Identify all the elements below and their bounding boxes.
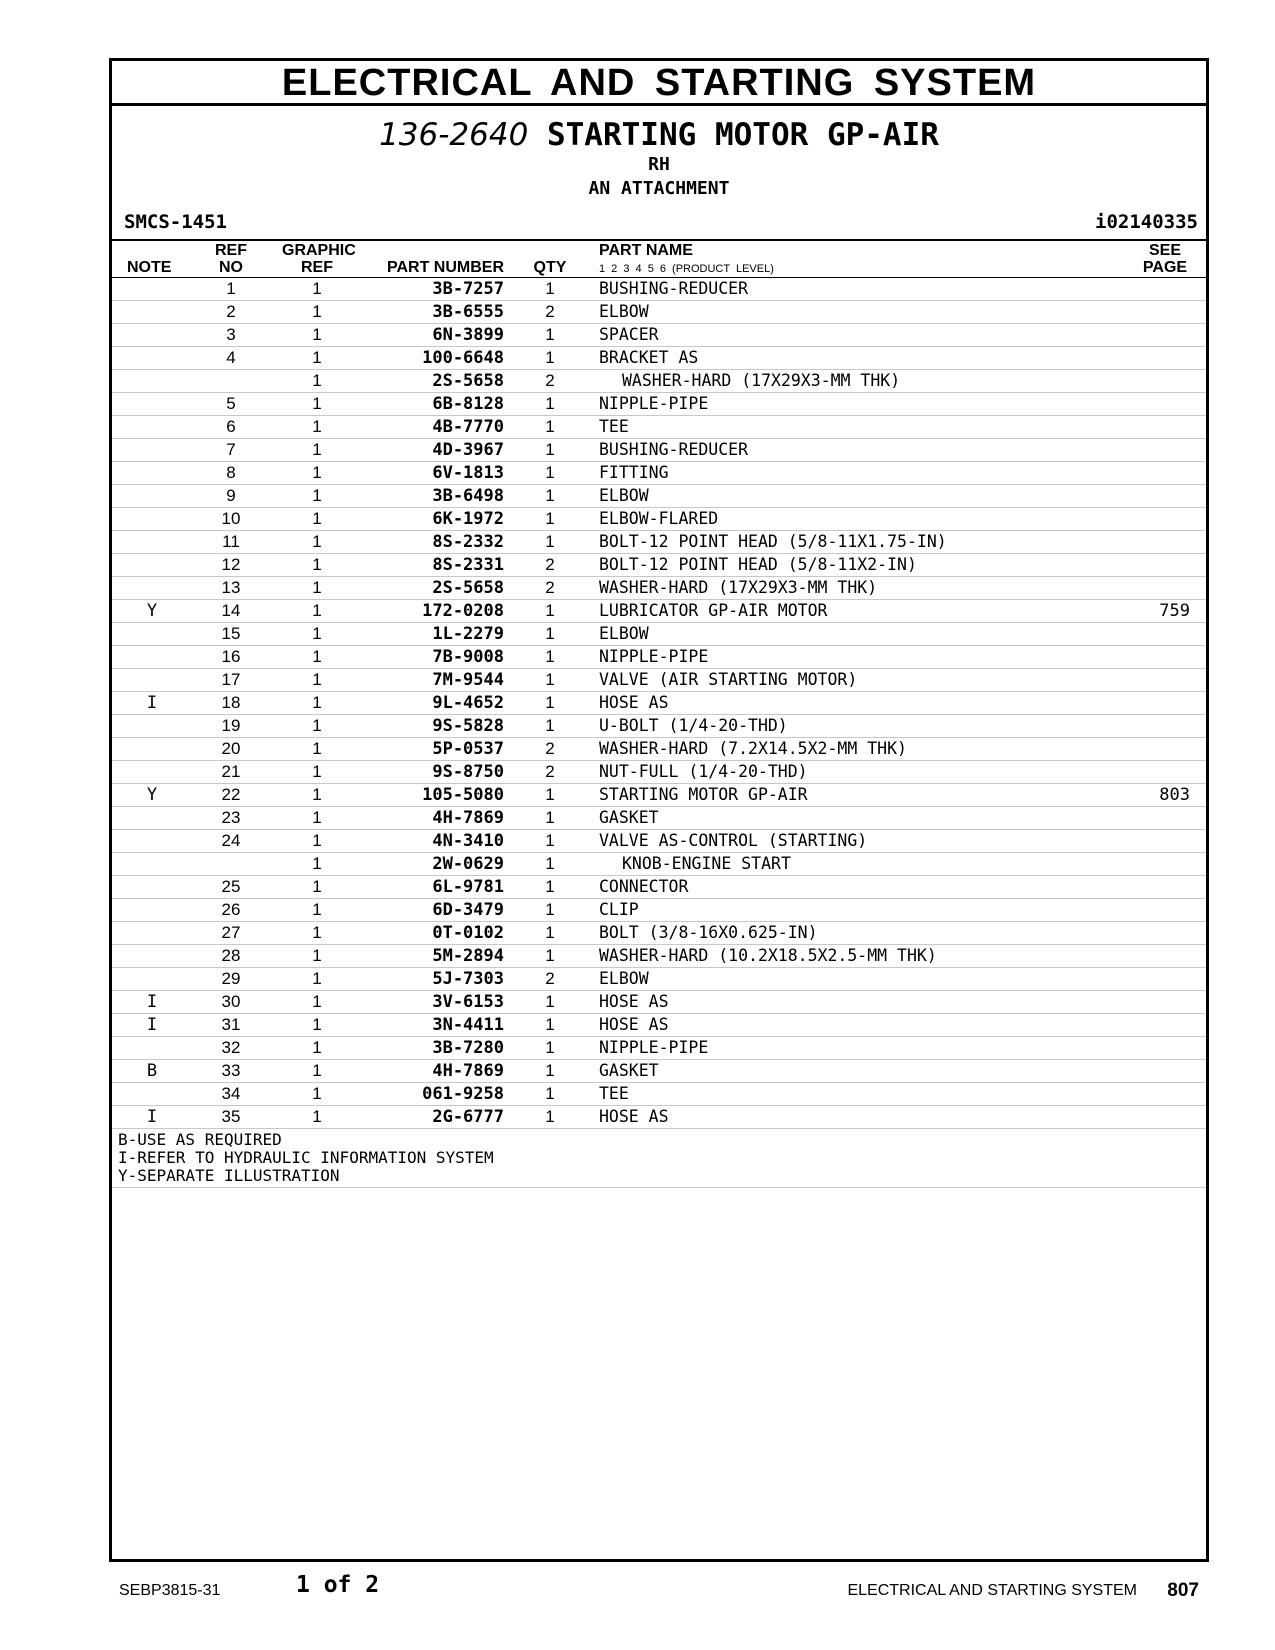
part-number-cell: 6L-9781 bbox=[432, 877, 504, 897]
table-row bbox=[112, 531, 1206, 554]
notes-block bbox=[112, 1129, 1206, 1188]
header-qty: QTY bbox=[533, 259, 567, 276]
page-footer bbox=[109, 1562, 1209, 1612]
part-number-cell: 5M-2894 bbox=[432, 946, 504, 966]
graphic-ref-cell: 1 bbox=[312, 394, 322, 413]
table-row bbox=[112, 922, 1206, 945]
ref-no-cell: 15 bbox=[221, 624, 241, 643]
qty-cell: 1 bbox=[545, 1084, 555, 1103]
qty-cell: 1 bbox=[545, 946, 555, 965]
graphic-ref-cell: 1 bbox=[312, 555, 322, 574]
part-number-cell: 6V-1813 bbox=[432, 463, 504, 483]
group-name: STARTING MOTOR GP-AIR bbox=[546, 117, 939, 153]
part-number-cell: 6N-3899 bbox=[432, 325, 504, 345]
graphic-ref-cell: 1 bbox=[312, 440, 322, 459]
table-row bbox=[112, 439, 1206, 462]
part-name-cell: BOLT-12 POINT HEAD (5/8-11X1.75-IN) bbox=[599, 532, 947, 551]
part-number-cell: 6K-1972 bbox=[432, 509, 504, 529]
qty-cell: 2 bbox=[545, 371, 555, 390]
qty-cell: 1 bbox=[545, 992, 555, 1011]
ref-no-cell: 30 bbox=[221, 992, 241, 1011]
part-name-cell: ELBOW bbox=[599, 624, 649, 643]
graphic-ref-cell: 1 bbox=[312, 946, 322, 965]
ref-no-cell: 14 bbox=[221, 601, 241, 620]
graphic-ref-cell: 1 bbox=[312, 762, 322, 781]
table-row bbox=[112, 370, 1206, 393]
table-row bbox=[112, 393, 1206, 416]
part-number-cell: 4H-7869 bbox=[432, 808, 504, 828]
part-name-cell: ELBOW-FLARED bbox=[599, 509, 719, 528]
footer-page-of: 1 of 2 bbox=[296, 1572, 380, 1598]
note-line: Y-SEPARATE ILLUSTRATION bbox=[118, 1166, 340, 1185]
qty-cell: 1 bbox=[545, 440, 555, 459]
graphic-ref-cell: 1 bbox=[312, 785, 322, 804]
table-row bbox=[112, 347, 1206, 370]
part-name-cell: TEE bbox=[599, 417, 629, 436]
note-cell: I bbox=[146, 992, 158, 1012]
header-ref-no-line2: NO bbox=[219, 259, 243, 276]
graphic-ref-cell: 1 bbox=[312, 624, 322, 643]
part-name-cell: NIPPLE-PIPE bbox=[599, 394, 709, 413]
table-row bbox=[112, 669, 1206, 692]
note-cell: I bbox=[146, 693, 158, 713]
part-name-cell: BUSHING-REDUCER bbox=[599, 440, 749, 459]
qty-cell: 2 bbox=[545, 739, 555, 758]
ref-no-cell: 23 bbox=[221, 808, 241, 827]
table-row bbox=[112, 761, 1206, 784]
header-ref-no-line1: REF bbox=[215, 242, 247, 259]
graphic-ref-cell: 1 bbox=[312, 1038, 322, 1057]
ref-no-cell: 31 bbox=[221, 1015, 241, 1034]
table-row bbox=[112, 899, 1206, 922]
graphic-ref-cell: 1 bbox=[312, 279, 322, 298]
footer-section: ELECTRICAL AND STARTING SYSTEM bbox=[847, 1582, 1137, 1599]
header-ref-no bbox=[206, 242, 256, 276]
qty-cell: 1 bbox=[545, 486, 555, 505]
part-name-cell: HOSE AS bbox=[599, 693, 669, 712]
table-row bbox=[112, 554, 1206, 577]
graphic-ref-cell: 1 bbox=[312, 1107, 322, 1126]
ref-no-cell: 20 bbox=[221, 739, 241, 758]
part-name-cell: BUSHING-REDUCER bbox=[599, 279, 749, 298]
ref-no-cell: 5 bbox=[226, 394, 236, 413]
graphic-ref-cell: 1 bbox=[312, 578, 322, 597]
part-number-cell: 3V-6153 bbox=[432, 992, 504, 1012]
table-row bbox=[112, 1060, 1206, 1083]
ref-no-cell: 26 bbox=[221, 900, 241, 919]
table-row bbox=[112, 508, 1206, 531]
table-row bbox=[112, 853, 1206, 876]
ref-no-cell: 11 bbox=[222, 532, 240, 551]
part-number-cell: 100-6648 bbox=[422, 348, 504, 368]
table-row bbox=[112, 1014, 1206, 1037]
graphic-ref-cell: 1 bbox=[312, 371, 322, 390]
part-number-cell: 3B-6498 bbox=[432, 486, 504, 506]
part-number-cell: 2G-6777 bbox=[432, 1107, 504, 1127]
qty-cell: 1 bbox=[545, 854, 555, 873]
graphic-ref-cell: 1 bbox=[312, 716, 322, 735]
part-number-cell: 5P-0537 bbox=[432, 739, 504, 759]
ref-no-cell: 33 bbox=[221, 1061, 241, 1080]
smcs-row bbox=[112, 205, 1206, 241]
table-row bbox=[112, 807, 1206, 830]
parts-page-frame bbox=[109, 58, 1209, 1562]
ref-no-cell: 32 bbox=[221, 1038, 241, 1057]
qty-cell: 1 bbox=[545, 1038, 555, 1057]
ref-no-cell: 18 bbox=[221, 693, 241, 712]
table-row bbox=[112, 945, 1206, 968]
part-number-cell: 9S-8750 bbox=[432, 762, 504, 782]
graphic-ref-cell: 1 bbox=[312, 739, 322, 758]
part-number-cell: 6D-3479 bbox=[432, 900, 504, 920]
part-name-cell: SPACER bbox=[599, 325, 659, 344]
part-name-cell: CONNECTOR bbox=[599, 877, 689, 896]
ref-no-cell: 2 bbox=[226, 302, 236, 321]
graphic-ref-cell: 1 bbox=[312, 670, 322, 689]
ref-no-cell: 21 bbox=[221, 762, 241, 781]
header-part-number: PART NUMBER bbox=[386, 259, 504, 276]
ref-no-cell: 29 bbox=[221, 969, 241, 988]
graphic-ref-cell: 1 bbox=[312, 1061, 322, 1080]
part-name-cell: BOLT (3/8-16X0.625-IN) bbox=[599, 923, 818, 942]
table-row bbox=[112, 991, 1206, 1014]
qty-cell: 1 bbox=[545, 532, 555, 551]
part-name-cell: GASKET bbox=[599, 1061, 659, 1080]
part-name-cell: NUT-FULL (1/4-20-THD) bbox=[599, 762, 808, 781]
table-header bbox=[112, 241, 1206, 278]
doc-id: i02140335 bbox=[1095, 211, 1198, 233]
part-number-cell: 3N-4411 bbox=[432, 1015, 504, 1035]
part-number-cell: 061-9258 bbox=[422, 1084, 504, 1104]
qty-cell: 1 bbox=[545, 325, 555, 344]
part-number-cell: 7M-9544 bbox=[432, 670, 504, 690]
qty-cell: 1 bbox=[545, 923, 555, 942]
qty-cell: 1 bbox=[545, 417, 555, 436]
section-title: ELECTRICAL AND STARTING SYSTEM bbox=[112, 61, 1206, 106]
part-name-cell: WASHER-HARD (7.2X14.5X2-MM THK) bbox=[599, 739, 907, 758]
qty-cell: 1 bbox=[545, 716, 555, 735]
footer-doc-number: SEBP3815-31 bbox=[119, 1582, 221, 1599]
ref-no-cell: 6 bbox=[226, 417, 236, 436]
table-row bbox=[112, 623, 1206, 646]
part-name-cell: STARTING MOTOR GP-AIR bbox=[599, 785, 808, 804]
header-graphic-ref bbox=[282, 242, 356, 276]
group-part-number: 136-2640 bbox=[379, 117, 529, 153]
qty-cell: 1 bbox=[545, 394, 555, 413]
graphic-ref-cell: 1 bbox=[312, 877, 322, 896]
part-name-cell: ELBOW bbox=[599, 486, 649, 505]
graphic-ref-cell: 1 bbox=[312, 302, 322, 321]
ref-no-cell: 17 bbox=[221, 670, 241, 689]
part-number-cell: 9S-5828 bbox=[432, 716, 504, 736]
table-row bbox=[112, 1037, 1206, 1060]
part-name-cell: NIPPLE-PIPE bbox=[599, 647, 709, 666]
table-row bbox=[112, 784, 1206, 807]
ref-no-cell: 4 bbox=[226, 348, 236, 367]
table-row bbox=[112, 876, 1206, 899]
part-number-cell: 3B-7280 bbox=[432, 1038, 504, 1058]
qty-cell: 1 bbox=[545, 808, 555, 827]
table-row bbox=[112, 830, 1206, 853]
part-name-cell: CLIP bbox=[599, 900, 639, 919]
part-name-cell: FITTING bbox=[599, 463, 669, 482]
part-name-cell: BOLT-12 POINT HEAD (5/8-11X2-IN) bbox=[599, 555, 917, 574]
part-number-cell: 8S-2332 bbox=[432, 532, 504, 552]
table-row bbox=[112, 278, 1206, 301]
qty-cell: 1 bbox=[545, 1107, 555, 1126]
part-number-cell: 6B-8128 bbox=[432, 394, 504, 414]
part-name-cell: WASHER-HARD (10.2X18.5X2.5-MM THK) bbox=[599, 946, 937, 965]
part-number-cell: 4B-7770 bbox=[432, 417, 504, 437]
qty-cell: 2 bbox=[545, 762, 555, 781]
graphic-ref-cell: 1 bbox=[312, 509, 322, 528]
qty-cell: 2 bbox=[545, 555, 555, 574]
ref-no-cell: 9 bbox=[226, 486, 236, 505]
part-name-cell: HOSE AS bbox=[599, 1107, 669, 1126]
part-name-cell: WASHER-HARD (17X29X3-MM THK) bbox=[622, 371, 901, 390]
graphic-ref-cell: 1 bbox=[312, 463, 322, 482]
see-page-cell: 759 bbox=[1159, 601, 1190, 621]
qty-cell: 1 bbox=[545, 1015, 555, 1034]
qty-cell: 1 bbox=[545, 1061, 555, 1080]
header-see-page bbox=[1140, 242, 1190, 276]
ref-no-cell: 13 bbox=[221, 578, 241, 597]
smcs-code: SMCS-1451 bbox=[124, 211, 227, 233]
part-number-cell: 0T-0102 bbox=[432, 923, 504, 943]
table-row bbox=[112, 646, 1206, 669]
ref-no-cell: 25 bbox=[221, 877, 241, 896]
ref-no-cell: 1 bbox=[226, 279, 236, 298]
part-name-cell: GASKET bbox=[599, 808, 659, 827]
qty-cell: 1 bbox=[545, 900, 555, 919]
qty-cell: 1 bbox=[545, 785, 555, 804]
graphic-ref-cell: 1 bbox=[312, 486, 322, 505]
qty-cell: 2 bbox=[545, 969, 555, 988]
part-number-cell: 4H-7869 bbox=[432, 1061, 504, 1081]
ref-no-cell: 19 bbox=[221, 716, 241, 735]
graphic-ref-cell: 1 bbox=[312, 348, 322, 367]
footer-page-number: 807 bbox=[1167, 1580, 1199, 1601]
table-row bbox=[112, 301, 1206, 324]
header-see-page-line2: PAGE bbox=[1142, 259, 1188, 276]
part-name-cell: HOSE AS bbox=[599, 1015, 669, 1034]
table-row bbox=[112, 600, 1206, 623]
qty-cell: 1 bbox=[545, 348, 555, 367]
note-line: I-REFER TO HYDRAULIC INFORMATION SYSTEM bbox=[118, 1148, 494, 1167]
part-name-cell: NIPPLE-PIPE bbox=[599, 1038, 709, 1057]
part-number-cell: 2S-5658 bbox=[432, 578, 504, 598]
header-note: NOTE bbox=[127, 259, 172, 276]
part-number-cell: 4D-3967 bbox=[432, 440, 504, 460]
graphic-ref-cell: 1 bbox=[312, 647, 322, 666]
qty-cell: 1 bbox=[545, 509, 555, 528]
group-subline-2: AN ATTACHMENT bbox=[588, 178, 730, 199]
table-row bbox=[112, 1106, 1206, 1129]
note-line: B-USE AS REQUIRED bbox=[118, 1130, 282, 1149]
part-number-cell: 2W-0629 bbox=[432, 854, 504, 874]
graphic-ref-cell: 1 bbox=[312, 923, 322, 942]
note-cell: Y bbox=[146, 785, 158, 805]
note-cell: I bbox=[146, 1107, 158, 1127]
graphic-ref-cell: 1 bbox=[312, 808, 322, 827]
ref-no-cell: 7 bbox=[226, 440, 236, 459]
part-name-cell: ELBOW bbox=[599, 302, 649, 321]
part-number-cell: 105-5080 bbox=[422, 785, 504, 805]
part-number-cell: 8S-2331 bbox=[432, 555, 504, 575]
header-part-name: PART NAME bbox=[599, 242, 693, 259]
table-row bbox=[112, 1083, 1206, 1106]
graphic-ref-cell: 1 bbox=[312, 417, 322, 436]
table-row bbox=[112, 416, 1206, 439]
part-name-cell: ELBOW bbox=[599, 969, 649, 988]
part-name-cell: BRACKET AS bbox=[599, 348, 699, 367]
graphic-ref-cell: 1 bbox=[312, 693, 322, 712]
ref-no-cell: 12 bbox=[221, 555, 241, 574]
table-row bbox=[112, 738, 1206, 761]
ref-no-cell: 3 bbox=[226, 325, 236, 344]
table-row bbox=[112, 692, 1206, 715]
graphic-ref-cell: 1 bbox=[312, 1084, 322, 1103]
part-number-cell: 172-0208 bbox=[422, 601, 504, 621]
table-row bbox=[112, 462, 1206, 485]
part-number-cell: 2S-5658 bbox=[432, 371, 504, 391]
ref-no-cell: 24 bbox=[221, 831, 241, 850]
part-name-cell: U-BOLT (1/4-20-THD) bbox=[599, 716, 788, 735]
table-row bbox=[112, 324, 1206, 347]
part-name-cell: VALVE (AIR STARTING MOTOR) bbox=[599, 670, 858, 689]
qty-cell: 1 bbox=[545, 670, 555, 689]
graphic-ref-cell: 1 bbox=[312, 532, 322, 551]
note-cell: I bbox=[146, 1015, 158, 1035]
part-name-cell: KNOB-ENGINE START bbox=[622, 854, 791, 873]
header-product-level: 1 2 3 4 5 6 (PRODUCT LEVEL) bbox=[599, 263, 774, 275]
ref-no-cell: 16 bbox=[221, 647, 241, 666]
part-number-cell: 9L-4652 bbox=[432, 693, 504, 713]
note-cell: B bbox=[146, 1061, 158, 1081]
part-number-cell: 3B-7257 bbox=[432, 279, 504, 299]
see-page-cell: 803 bbox=[1159, 785, 1190, 805]
graphic-ref-cell: 1 bbox=[312, 1015, 322, 1034]
qty-cell: 1 bbox=[545, 624, 555, 643]
group-subline-1: RH bbox=[648, 154, 670, 175]
part-name-cell: TEE bbox=[599, 1084, 629, 1103]
part-name-cell: HOSE AS bbox=[599, 992, 669, 1011]
group-title bbox=[112, 117, 1206, 153]
graphic-ref-cell: 1 bbox=[312, 854, 322, 873]
graphic-ref-cell: 1 bbox=[312, 831, 322, 850]
qty-cell: 1 bbox=[545, 463, 555, 482]
graphic-ref-cell: 1 bbox=[312, 900, 322, 919]
header-see-page-line1: SEE bbox=[1148, 242, 1181, 259]
table-row bbox=[112, 968, 1206, 991]
ref-no-cell: 22 bbox=[221, 785, 241, 804]
table-row bbox=[112, 485, 1206, 508]
graphic-ref-cell: 1 bbox=[312, 969, 322, 988]
part-number-cell: 1L-2279 bbox=[432, 624, 504, 644]
qty-cell: 1 bbox=[545, 693, 555, 712]
note-cell: Y bbox=[146, 601, 158, 621]
table-row bbox=[112, 715, 1206, 738]
qty-cell: 1 bbox=[545, 601, 555, 620]
qty-cell: 1 bbox=[545, 831, 555, 850]
ref-no-cell: 10 bbox=[221, 509, 241, 528]
graphic-ref-cell: 1 bbox=[312, 601, 322, 620]
header-graphic-ref-line2: REF bbox=[301, 259, 333, 276]
qty-cell: 2 bbox=[545, 302, 555, 321]
ref-no-cell: 34 bbox=[221, 1084, 241, 1103]
header-graphic-ref-line1: GRAPHIC bbox=[282, 242, 356, 259]
table-row bbox=[112, 577, 1206, 600]
ref-no-cell: 27 bbox=[221, 923, 241, 942]
graphic-ref-cell: 1 bbox=[312, 325, 322, 344]
part-number-cell: 5J-7303 bbox=[432, 969, 504, 989]
qty-cell: 2 bbox=[545, 578, 555, 597]
part-number-cell: 3B-6555 bbox=[432, 302, 504, 322]
part-number-cell: 4N-3410 bbox=[432, 831, 504, 851]
parts-table-body bbox=[112, 278, 1206, 1129]
qty-cell: 1 bbox=[545, 647, 555, 666]
graphic-ref-cell: 1 bbox=[312, 992, 322, 1011]
part-name-cell: WASHER-HARD (17X29X3-MM THK) bbox=[599, 578, 878, 597]
part-name-cell: VALVE AS-CONTROL (STARTING) bbox=[599, 831, 868, 850]
ref-no-cell: 8 bbox=[226, 463, 236, 482]
ref-no-cell: 28 bbox=[221, 946, 241, 965]
part-name-cell: LUBRICATOR GP-AIR MOTOR bbox=[599, 601, 828, 620]
qty-cell: 1 bbox=[545, 877, 555, 896]
part-number-cell: 7B-9008 bbox=[432, 647, 504, 667]
ref-no-cell: 35 bbox=[221, 1107, 241, 1126]
qty-cell: 1 bbox=[545, 279, 555, 298]
